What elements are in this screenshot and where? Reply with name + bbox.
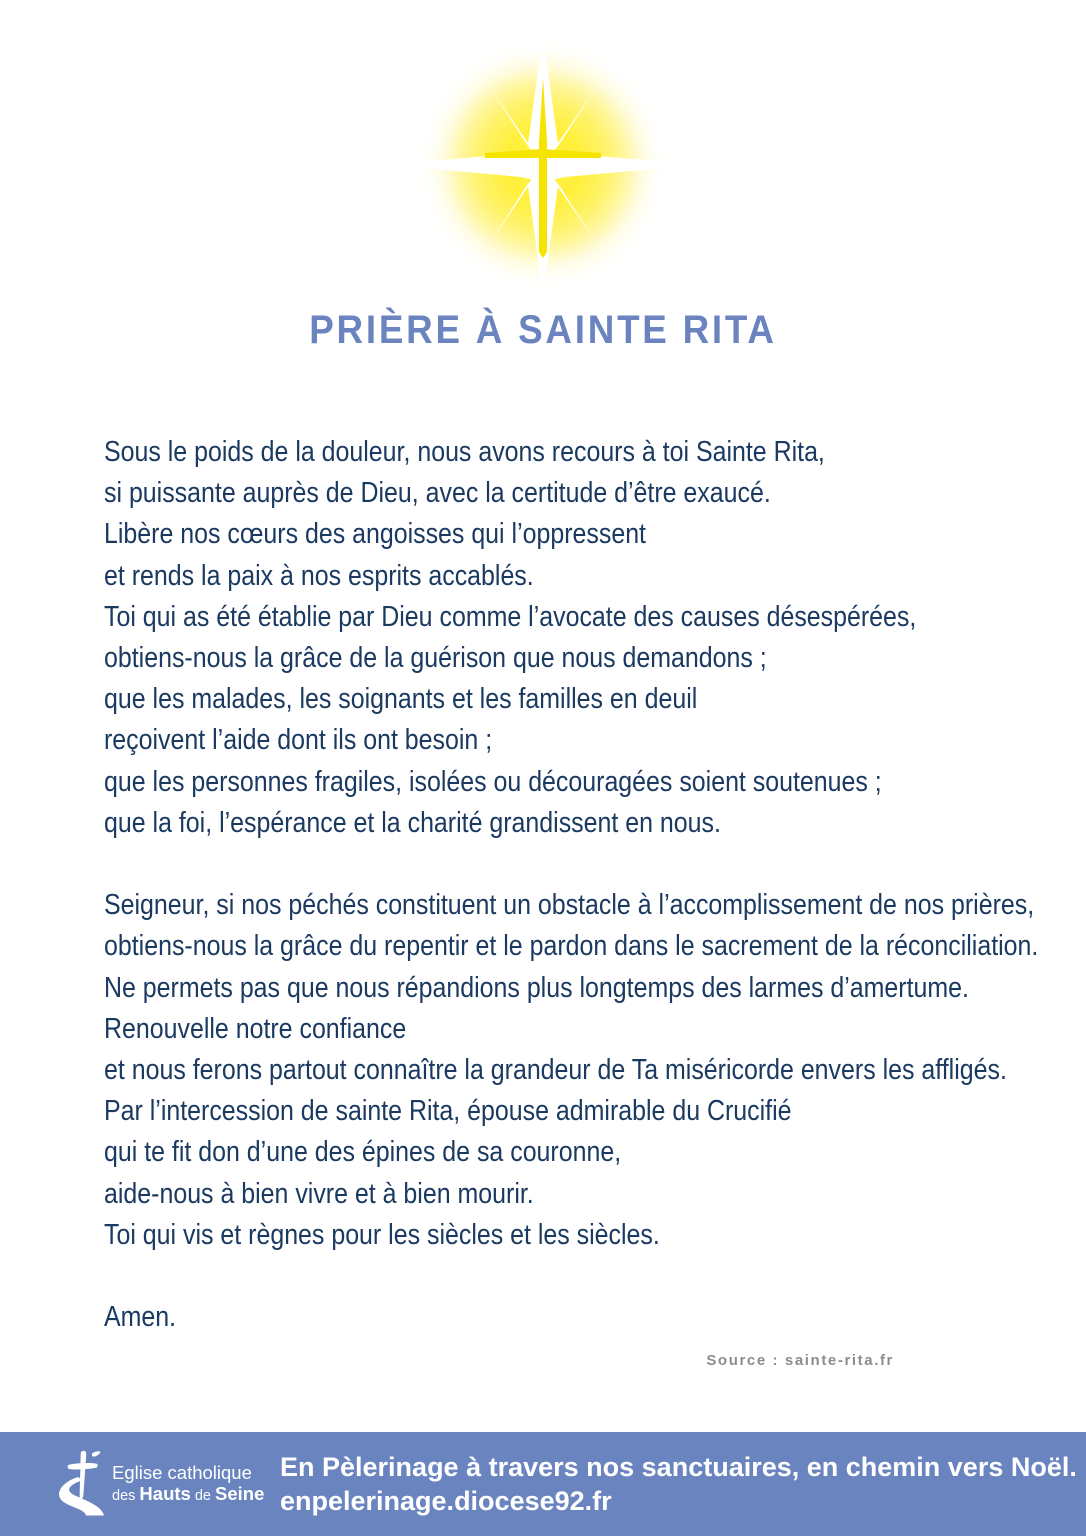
prayer-line: qui te fit don d’une des épines de sa couronne,: [104, 1136, 622, 1169]
footer-tagline: En Pèlerinage à travers nos sanctuaires, en chemin vers Noël.: [280, 1452, 1077, 1482]
prayer-line: Libère nos cœurs des angoisses qui l’oppressent: [104, 518, 646, 551]
diocese-logo[interactable]: [0, 1432, 265, 1536]
prayer-paragraph-amen: [104, 1297, 909, 1338]
prayer-line: Seigneur, si nos péchés constituent un obstacle à l’accomplissement de nos prières,: [104, 889, 1035, 922]
prayer-line: Toi qui as été établie par Dieu comme l’avocate des causes désespérées,: [104, 600, 917, 633]
prayer-body: [104, 432, 1039, 1338]
prayer-line: aide-nous à bien vivre et à bien mourir.: [104, 1177, 534, 1210]
logo-hauts: Hauts: [139, 1483, 191, 1504]
prayer-line: si puissante auprès de Dieu, avec la certitude d’être exaucé.: [104, 477, 771, 510]
logo-seine: Seine: [215, 1483, 265, 1504]
logo-wordmark: [112, 1463, 264, 1504]
prayer-line-amen: Amen.: [104, 1301, 177, 1334]
logo-des: des: [112, 1488, 140, 1504]
prayer-line: obtiens-nous la grâce du repentir et le pardon dans le sacrement de la réconciliation.: [104, 930, 1039, 963]
prayer-line: Par l’intercession de sainte Rita, épouse admirable du Crucifié: [104, 1095, 792, 1128]
prayer-line: que la foi, l’espérance et la charité grandissent en nous.: [104, 806, 721, 839]
prayer-line: que les personnes fragiles, isolées ou découragées soient soutenues ;: [104, 765, 882, 798]
eight-pointed-star-with-cross-icon: [393, 40, 693, 290]
footer-message: [250, 1450, 1077, 1518]
prayer-line: Ne permets pas que nous répandions plus longtemps des larmes d’amertume.: [104, 971, 969, 1004]
page-title: PRIÈRE À SAINTE RITA: [309, 308, 777, 352]
prayer-paragraph-1: [104, 432, 917, 844]
prayer-line: que les malades, les soignants et les familles en deuil: [104, 683, 698, 716]
hero-star-graphic: [0, 40, 1086, 290]
source-attribution: Source : sainte-rita.fr: [706, 1352, 894, 1369]
prayer-paragraph-2: [104, 885, 1039, 1256]
prayer-line: Toi qui vis et règnes pour les siècles et les siècles.: [104, 1218, 660, 1251]
prayer-line: reçoivent l’aide dont ils ont besoin ;: [104, 724, 493, 757]
prayer-line: obtiens-nous la grâce de la guérison que nous demandons ;: [104, 642, 767, 675]
prayer-line: Renouvelle notre confiance: [104, 1012, 407, 1045]
prayer-line: et nous ferons partout connaître la grandeur de Ta miséricorde envers les affligés.: [104, 1054, 1007, 1087]
footer-bar: [0, 1432, 1086, 1536]
logo-line-1: Eglise catholique: [112, 1462, 252, 1484]
prayer-line: Sous le poids de la douleur, nous avons recours à toi Sainte Rita,: [104, 436, 825, 468]
footer-website[interactable]: enpelerinage.diocese92.fr: [280, 1486, 612, 1516]
star-stage: [393, 40, 693, 290]
logo-line-2: [112, 1484, 264, 1505]
cross-and-path-logo-icon: [52, 1447, 108, 1521]
prayer-line: et rends la paix à nos esprits accablés.: [104, 559, 534, 592]
logo-de: de: [190, 1488, 216, 1504]
